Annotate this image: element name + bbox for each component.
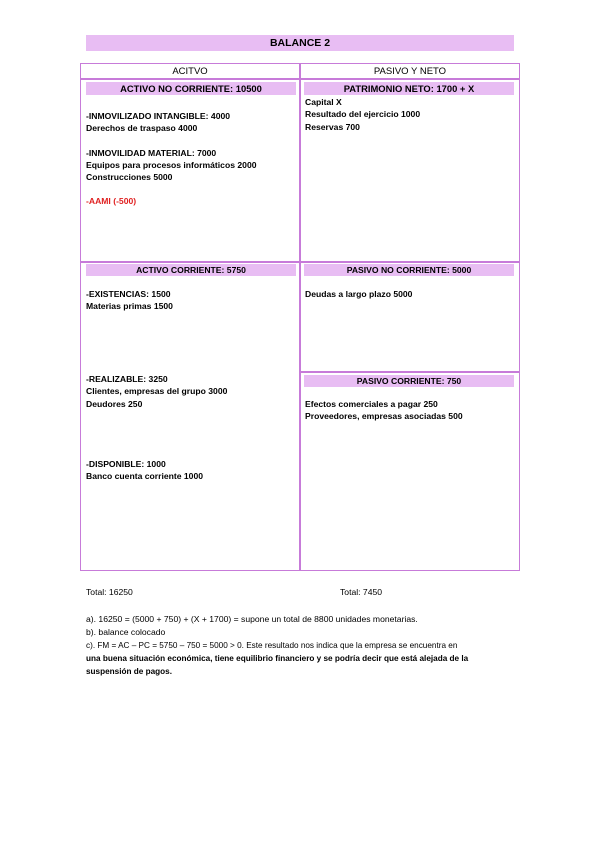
pc-title: [304, 375, 514, 387]
anc-material-item: Equipos para procesos informáticos 2000: [86, 159, 257, 170]
anc-intangible-heading: -INMOVILIZADO INTANGIBLE: 4000: [86, 111, 231, 121]
pn-title: [304, 82, 514, 95]
ac-realizable: [86, 373, 227, 410]
total-pasivo: Total: 7450: [340, 587, 383, 597]
ac-existencias-heading: -EXISTENCIAS: 1500: [86, 289, 171, 299]
ac-realizable-item: Deudores 250: [86, 398, 143, 409]
ac-disponible-item: Banco cuenta corriente 1000: [86, 471, 204, 482]
anc-body: [86, 110, 257, 208]
anc-material-heading: -INMOVILIDAD MATERIAL: 7000: [86, 147, 217, 158]
anc-title-text: ACTIVO NO CORRIENTE: 10500: [120, 83, 262, 94]
pn-item: Capital X: [305, 97, 342, 107]
ac-title: [86, 264, 296, 276]
ac-existencias: [86, 288, 173, 313]
total-activo: Total: 16250: [86, 587, 133, 597]
pn-item: Reservas 700: [305, 121, 360, 132]
pasivo-column-header: PASIVO Y NETO: [373, 66, 447, 77]
header-row-bottom-border: [80, 78, 520, 80]
pc-item: Efectos comerciales a pagar 250: [305, 399, 438, 409]
page-title: [86, 35, 514, 51]
pasivo-divider: [299, 371, 520, 373]
pnc-body: [305, 288, 412, 300]
anc-title: [86, 82, 296, 95]
pn-item: Resultado del ejercicio 1000: [305, 109, 421, 120]
page-title-text: BALANCE 2: [269, 37, 331, 49]
spacer: [86, 183, 257, 195]
ac-disponible: [86, 458, 203, 483]
pnc-title: [304, 264, 514, 276]
anc-material-item: Construcciones 5000: [86, 172, 173, 183]
pn-body: [305, 96, 420, 133]
pc-title-text: PASIVO CORRIENTE: 750: [356, 376, 462, 386]
anc-intangible-item: Derechos de traspaso 4000: [86, 123, 198, 134]
column-divider: [299, 63, 301, 571]
answer-b: b). balance colocado: [86, 627, 166, 637]
answer-c-line1: c). FM = AC – PC = 5750 – 750 = 5000 > 0. Este resultado nos indica que la empresa se encuentra en: [86, 641, 458, 650]
pc-body: [305, 398, 463, 423]
ac-title-text: ACTIVO CORRIENTE: 5750: [136, 265, 246, 275]
activo-column-header: ACITVO: [172, 66, 208, 77]
answer-a: a). 16250 = (5000 + 750) + (X + 1700) = supone un total de 8800 unidades monetarias.: [86, 614, 418, 624]
answer-c-line2: una buena situación económica, tiene equilibrio financiero y se podría decir que está alejada de la: [86, 654, 469, 663]
pc-item: Proveedores, empresas asociadas 500: [305, 411, 463, 422]
ac-realizable-item: Clientes, empresas del grupo 3000: [86, 386, 228, 397]
ac-realizable-heading: -REALIZABLE: 3250: [86, 374, 168, 384]
pnc-title-text: PASIVO NO CORRIENTE: 5000: [346, 265, 472, 275]
answer-c-line3: suspensión de pagos.: [86, 667, 172, 676]
ac-existencias-item: Materias primas 1500: [86, 301, 173, 312]
ac-disponible-heading: -DISPONIBLE: 1000: [86, 459, 166, 469]
section-divider: [80, 261, 520, 263]
anc-aami: -AAMI (-500): [86, 196, 137, 207]
answers-block: [86, 613, 468, 678]
spacer: [86, 135, 257, 147]
pn-title-text: PATRIMONIO NETO: 1700 + X: [343, 83, 475, 94]
pnc-item: Deudas a largo plazo 5000: [305, 289, 413, 299]
